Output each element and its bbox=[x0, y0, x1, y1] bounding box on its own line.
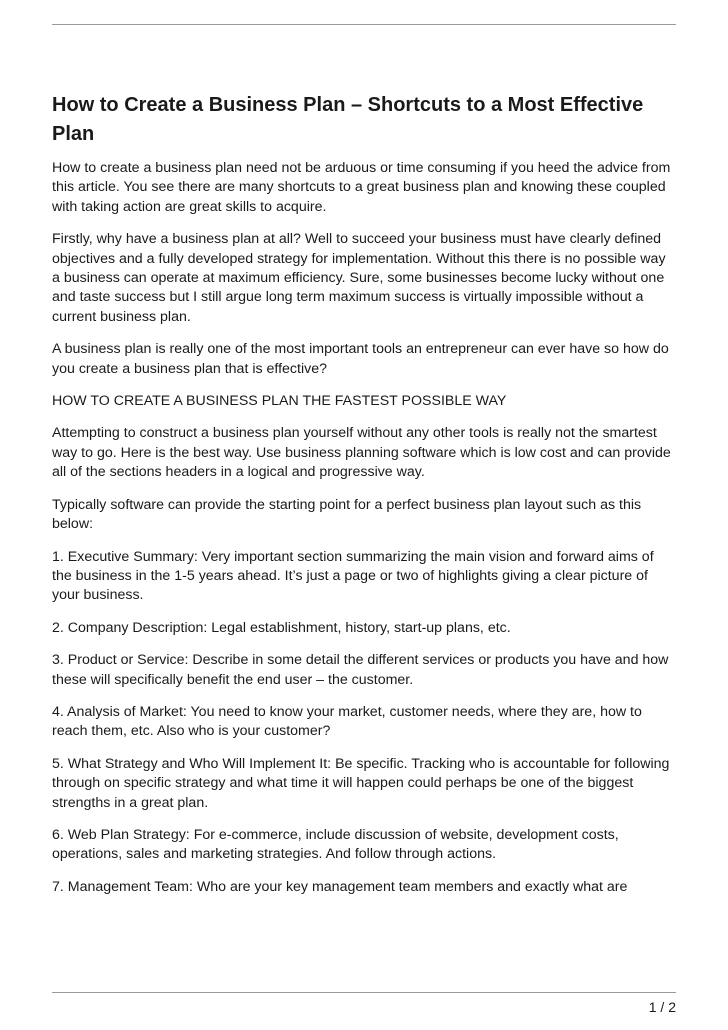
list-item-company-description: 2. Company Description: Legal establishment, history, start-up plans, etc. bbox=[52, 619, 511, 636]
document-body bbox=[52, 91, 676, 910]
document-title: How to Create a Business Plan – Shortcuts to a Most Effective Plan bbox=[52, 94, 644, 145]
footer-rule bbox=[52, 992, 676, 993]
paragraph-layout: Typically software can provide the starting point for a perfect business plan layout such as this below: bbox=[52, 496, 642, 533]
paragraph-software: Attempting to construct a business plan yourself without any other tools is really not the smartest way to go. Here is the best way. Use business planning software which is low cost and can provide all of the sections headers in a logical and progressive way. bbox=[52, 425, 671, 481]
section-heading: HOW TO CREATE A BUSINESS PLAN THE FASTEST POSSIBLE WAY bbox=[52, 393, 507, 410]
paragraph-why-plan: Firstly, why have a business plan at all? Well to succeed your business must have clearly defined objectives and a fully developed strategy for implementation. Without this there is no possible way a business can operate at maximum efficiency. Sure, some businesses become lucky without one and taste success but I still argue long term maximum success is virtually impossible without a current business plan. bbox=[52, 231, 666, 325]
list-item-executive-summary: 1. Executive Summary: Very important section summarizing the main vision and forward aims of the business in the 1-5 years ahead. It’s just a page or two of highlights giving a clear picture of your business. bbox=[52, 548, 654, 604]
paragraph-important-tool: A business plan is really one of the most important tools an entrepreneur can ever have so how do you create a business plan that is effective? bbox=[52, 341, 669, 377]
list-item-web-plan: 6. Web Plan Strategy: For e-commerce, include discussion of website, development costs, operations, sales and marketing strategies. And follow through actions. bbox=[52, 826, 619, 863]
list-item-management-team: 7. Management Team: Who are your key management team members and exactly what are bbox=[52, 878, 628, 895]
paragraph-intro: How to create a business plan need not be arduous or time consuming if you heed the advice from this article. You see there are many shortcuts to a great business plan and knowing these coupled with taking action are great skills to acquire. bbox=[52, 160, 671, 215]
header-rule bbox=[52, 24, 676, 25]
page-number: 1 / 2 bbox=[648, 999, 676, 1015]
list-item-market-analysis: 4. Analysis of Market: You need to know your market, customer needs, where they are, how to reach them, etc. Also who is your customer? bbox=[52, 703, 642, 740]
list-item-strategy: 5. What Strategy and Who Will Implement It: Be specific. Tracking who is accountable for following through on specific strategy and what time it will happen could perhaps be one of the biggest strengths in a great plan. bbox=[52, 755, 670, 811]
list-item-product-service: 3. Product or Service: Describe in some detail the different services or products you have and how these will specifically benefit the end user – the customer. bbox=[52, 652, 669, 688]
